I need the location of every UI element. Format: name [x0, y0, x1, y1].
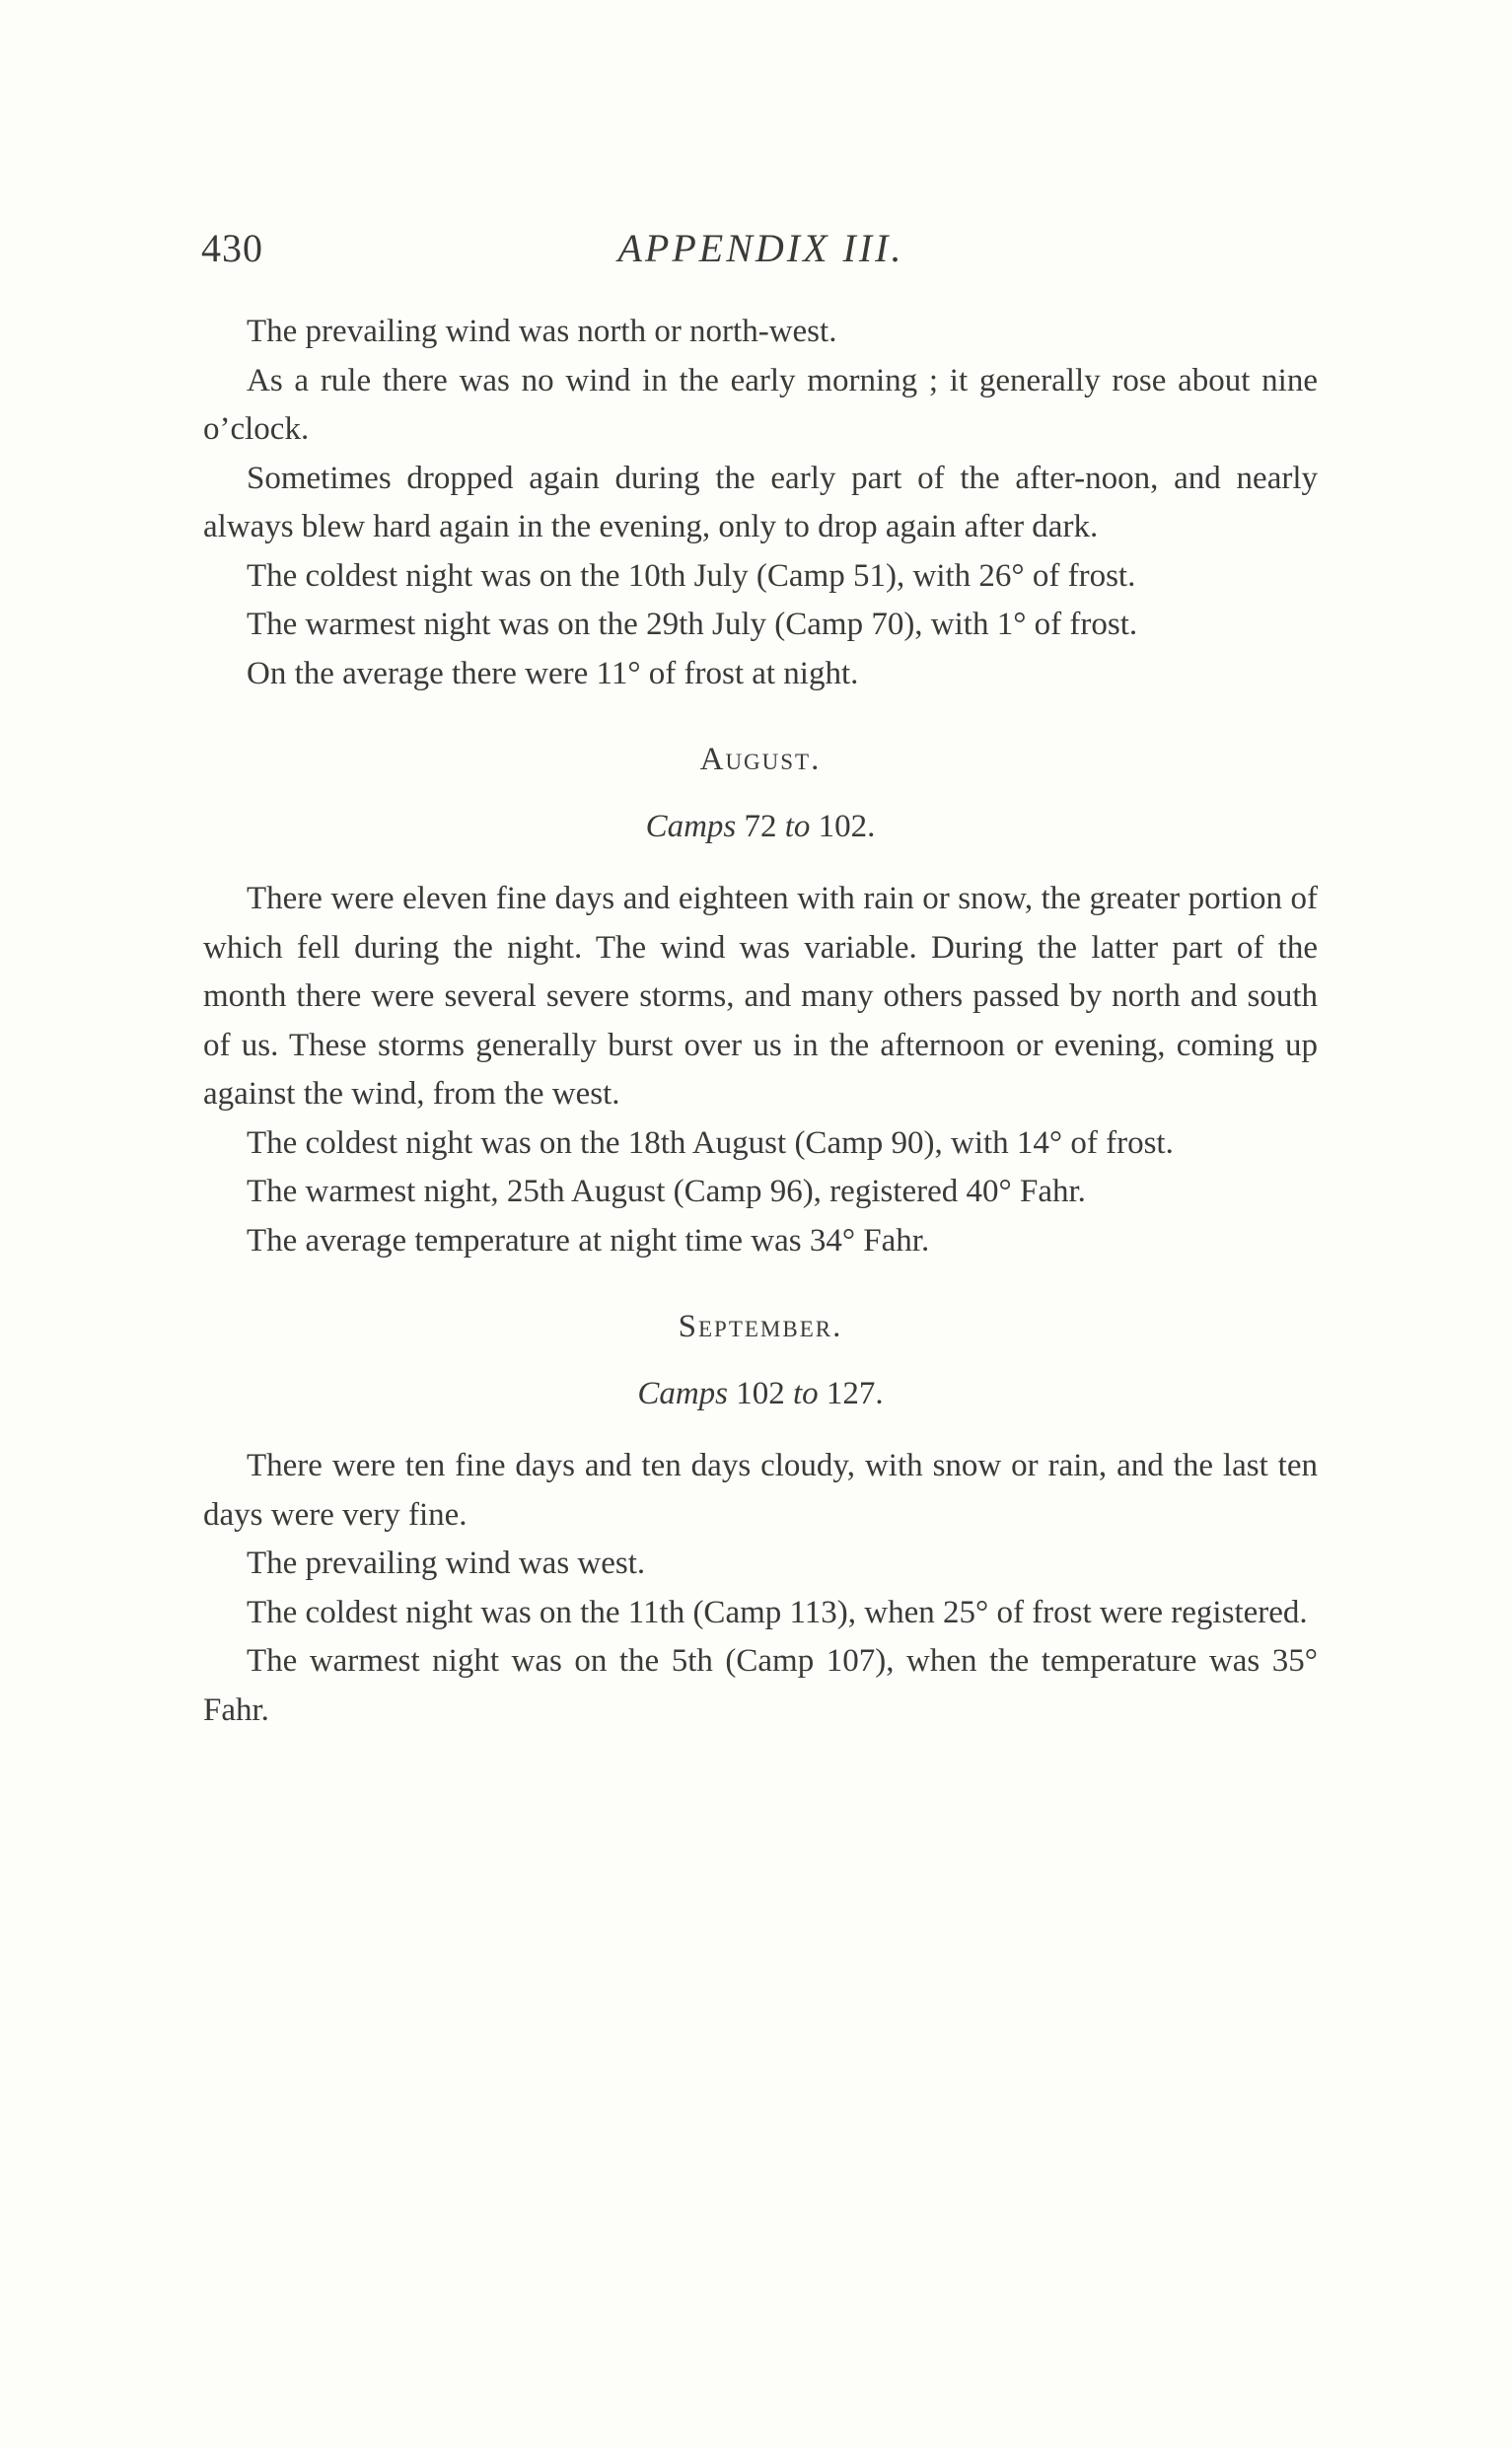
- camps-label: Camps: [637, 1375, 728, 1411]
- paragraph: As a rule there was no wind in the early morning ; it generally rose about nine o’clock.: [203, 362, 1318, 447]
- camps-to-label: to: [793, 1375, 819, 1411]
- paragraph: Sometimes dropped again during the early part of the after-noon, and nearly always blew hard again in the evening, only to drop again after dark.: [203, 460, 1318, 544]
- paragraph: The prevailing wind was west.: [247, 1546, 646, 1581]
- paragraph: The warmest night was on the 5th (Camp 107), when the temperature was 35° Fahr.: [203, 1643, 1318, 1728]
- camps-from: 102: [736, 1375, 785, 1411]
- paragraph: The warmest night was on the 29th July (Camp 70), with 1° of frost.: [247, 607, 1138, 642]
- page-header: [201, 225, 1321, 284]
- paragraph: There were eleven fine days and eighteen with rain or snow, the greater portion of which fell during the night. The wind was variable. During the latter part of the month there were several severe storms, and many others passed by north and south of us. These storms generally burst over us in the afternoon or evening, coming up against the wind, from the west.: [203, 881, 1318, 1112]
- running-title: APPENDIX III.: [617, 226, 904, 270]
- camps-label: Camps: [645, 808, 737, 844]
- camps-to: 102.: [818, 808, 876, 844]
- section-heading-august: August.: [699, 742, 822, 777]
- paragraph: The prevailing wind was north or north-west.: [247, 314, 837, 349]
- page-number: 430: [201, 226, 263, 270]
- paragraph: The average temperature at night time was 34° Fahr.: [247, 1222, 930, 1259]
- paragraph: The coldest night was on the 11th (Camp 113), when 25° of frost were registered.: [247, 1594, 1308, 1630]
- paragraph: The warmest night, 25th August (Camp 96), registered 40° Fahr.: [247, 1174, 1086, 1209]
- camps-range-august: [203, 803, 1318, 852]
- camps-range-september: [203, 1370, 1318, 1419]
- camps-to-label: to: [784, 808, 811, 844]
- paragraph: The coldest night was on the 18th August (Camp 90), with 14° of frost.: [247, 1124, 1174, 1161]
- section-heading-september: September.: [678, 1309, 843, 1344]
- paragraph: There were ten fine days and ten days cloudy, with snow or rain, and the last ten days were very fine.: [203, 1448, 1318, 1533]
- camps-from: 72: [744, 808, 777, 844]
- paragraph: The coldest night was on the 10th July (Camp 51), with 26° of frost.: [247, 557, 1136, 594]
- paragraph: On the average there were 11° of frost at night.: [247, 655, 859, 691]
- page-body: [203, 308, 1318, 1735]
- camps-to: 127.: [826, 1375, 884, 1411]
